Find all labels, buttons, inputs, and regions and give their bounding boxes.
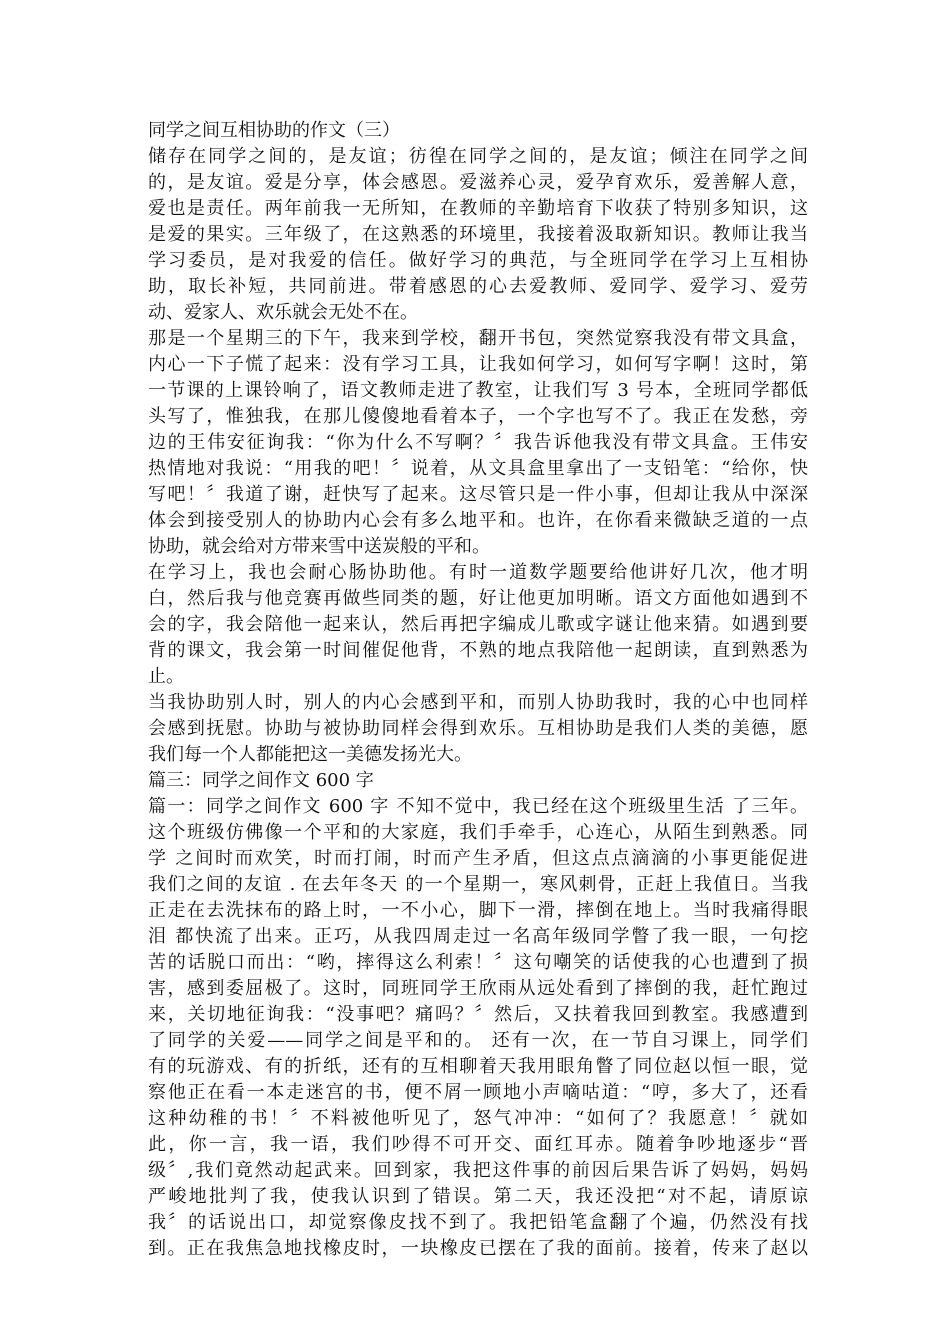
text-line: 同学之间互相协助的作文（三） — [148, 120, 400, 141]
text-line: 学习委员，是对我爱的信任。做好学习的典范，与全班同学在学习上互相协 — [148, 250, 808, 271]
text-line: 来，关切地征询我：“没事吧？痛吗？〞然后，又扶着我回到教室。我感遭到 — [148, 1004, 808, 1025]
text-line: 篇一：同学之间作文 600 字 不知不觉中，我已经在这个班级里生活 了三年。 — [148, 796, 808, 817]
text-line: 会的字，我会陪他一起来认，然后再把字编成儿歌或字谜让他来猜。如遇到要 — [148, 614, 808, 635]
text-line: 我们每一个人都能把这一美德发扬光大。 — [148, 744, 472, 765]
text-line: 正走在去洗抹布的路上时，一不小心，脚下一滑，摔倒在地上。当时我痛得眼 — [148, 900, 808, 921]
text-line: 爱也是责任。两年前我一无所知，在教师的辛勤培育下收获了特别多知识，这 — [148, 198, 808, 219]
text-line: 协助，就会给对方带来雪中送炭般的平和。 — [148, 536, 490, 557]
text-line: 学 之间时而欢笑，时而打闹，时而产生矛盾，但这点点滴滴的小事更能促进 — [148, 848, 808, 869]
text-line: 我们之间的友谊 . 在去年冬天 的一个星期一，寒风刺骨，正赶上我值日。当我 — [148, 874, 808, 895]
text-line: 篇三：同学之间作文 600 字 — [148, 770, 374, 791]
text-line: 当我协助别人时，别人的内心会感到平和，而别人协助我时，我的心中也同样 — [148, 692, 808, 713]
text-line: 害，感到委屈极了。这时，同班同学王欣雨从远处看到了摔倒的我，赶忙跑过 — [148, 978, 808, 999]
text-line: 背的课文，我会第一时间催促他背，不熟的地点我陪他一起朗读，直到熟悉为 — [148, 640, 808, 661]
text-line: 了同学的关爱——同学之间是平和的。 还有一次，在一节自习课上，同学们 — [148, 1030, 808, 1051]
text-line: 储存在同学之间的，是友谊；彷徨在同学之间的，是友谊；倾注在同学之间 — [148, 146, 808, 167]
text-line: 严峻地批判了我，使我认识到了错误。第二天，我还没把“对不起，请原谅 — [148, 1186, 808, 1207]
text-line: 头写了，惟独我，在那儿傻傻地看着本子，一个字也写不了。我正在发愁，旁 — [148, 406, 808, 427]
text-line: 写吧！〞我道了谢，赶快写了起来。这尽管只是一件小事，但却让我从中深深 — [148, 484, 808, 505]
text-line: 助，取长补短，共同前进。带着感恩的心去爱教师、爱同学、爱学习、爱劳 — [148, 276, 808, 297]
text-line: 体会到接受别人的协助内心会有多么地平和。也许，在你看来微缺乏道的一点 — [148, 510, 808, 531]
text-line: 在学习上，我也会耐心肠协助他。有时一道数学题要给他讲好几次，他才明 — [148, 562, 808, 583]
text-line: 泪 都快流了出来。正巧，从我四周走过一名高年级同学瞥了我一眼，一句挖 — [148, 926, 808, 947]
text-line: 有的玩游戏、有的折纸，还有的互相聊着天我用眼角瞥了同位赵以恒一眼，觉 — [148, 1056, 808, 1077]
text-line: 是爱的果实。三年级了，在这熟悉的环境里，我接着汲取新知识。教师让我当 — [148, 224, 808, 245]
text-line: 动、爱家人、欢乐就会无处不在。 — [148, 302, 418, 323]
text-line: 会感到抚慰。协助与被协助同样会得到欢乐。互相协助是我们人类的美德，愿 — [148, 718, 808, 739]
text-line: 我〞的话说出口，却觉察像皮找不到了。我把铅笔盒翻了个遍，仍然没有找 — [148, 1212, 808, 1233]
text-line: 级〞,我们竟然动起武来。回到家，我把这件事的前因后果告诉了妈妈，妈妈 — [148, 1160, 808, 1181]
text-line: 这个班级仿佛像一个平和的大家庭，我们手牵手，心连心，从陌生到熟悉。同 — [148, 822, 808, 843]
text-line: 这种幼稚的书！〞不料被他听见了，怒气冲冲：“如何了？我愿意！〞就如 — [148, 1108, 808, 1129]
text-line: 的，是友谊。爱是分享，体会感恩。爱滋养心灵，爱孕育欢乐，爱善解人意， — [148, 172, 808, 193]
text-line: 止。 — [148, 666, 184, 687]
text-line: 此，你一言，我一语，我们吵得不可开交、面红耳赤。随着争吵地逐步“晋 — [148, 1134, 808, 1155]
text-line: 热情地对我说：“用我的吧！〞说着，从文具盒里拿出了一支铅笔：“给你，快 — [148, 458, 808, 479]
text-line: 那是一个星期三的下午，我来到学校，翻开书包，突然觉察我没有带文具盒， — [148, 328, 808, 349]
document-body — [148, 118, 808, 1262]
text-line: 白，然后我与他竞赛再做些同类的题，好让他更加明晰。语文方面他如遇到不 — [148, 588, 808, 609]
text-line: 察他正在看一本走迷宫的书，便不屑一顾地小声嘀咕道：“哼，多大了，还看 — [148, 1082, 808, 1103]
text-line: 到。正在我焦急地找橡皮时，一块橡皮已摆在了我的面前。接着，传来了赵以 — [148, 1238, 808, 1259]
text-line: 内心一下子慌了起来：没有学习工具，让我如何学习，如何写字啊！这时，第 — [148, 354, 808, 375]
text-line: 一节课的上课铃响了，语文教师走进了教室，让我们写 3 号本，全班同学都低 — [148, 380, 808, 401]
text-line: 苦的话脱口而出：“哟，摔得这么利索！〞这句嘲笑的话使我的心也遭到了损 — [148, 952, 808, 973]
text-line: 边的王伟安征询我：“你为什么不写啊？〞我告诉他我没有带文具盒。王伟安 — [148, 432, 808, 453]
